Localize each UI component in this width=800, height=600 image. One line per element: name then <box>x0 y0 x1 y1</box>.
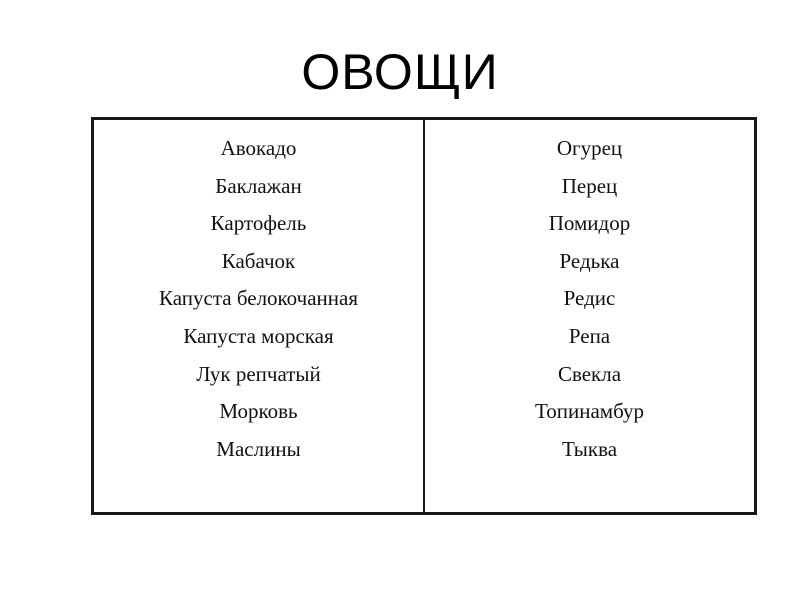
list-item: Капуста белокочанная <box>159 286 358 311</box>
vegetable-list-left <box>94 130 423 468</box>
list-item: Помидор <box>548 211 631 236</box>
list-item: Редька <box>559 248 620 273</box>
list-item: Баклажан <box>215 173 302 198</box>
list-item: Картофель <box>210 211 307 236</box>
list-item: Авокадо <box>220 136 297 160</box>
list-item: Капуста морская <box>183 323 334 348</box>
list-item: Топинамбур <box>535 399 644 424</box>
list-item: Свекла <box>557 361 622 386</box>
list-item: Морковь <box>219 399 298 424</box>
list-item: Кабачок <box>221 248 296 273</box>
list-item: Огурец <box>556 136 623 160</box>
vegetable-list-right <box>425 130 754 468</box>
list-item: Тыква <box>561 436 618 461</box>
list-item: Лук репчатый <box>196 361 321 386</box>
vegetables-table <box>91 117 757 515</box>
list-item: Редис <box>563 286 616 311</box>
list-item: Маслины <box>216 436 301 461</box>
table-column-right <box>425 120 754 512</box>
page-title: ОВОЩИ <box>301 44 499 100</box>
table-column-left <box>94 120 425 512</box>
list-item: Репа <box>568 323 611 348</box>
list-item: Перец <box>561 173 618 198</box>
